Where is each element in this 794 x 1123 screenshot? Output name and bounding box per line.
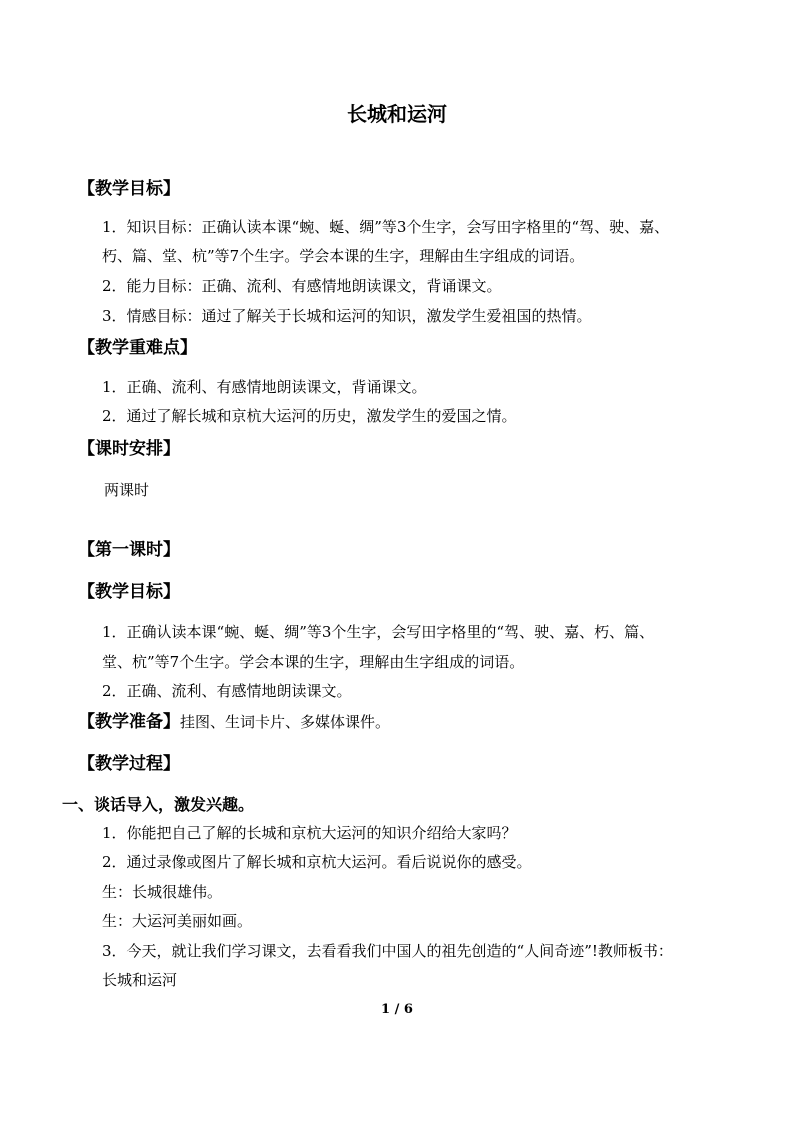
process-line: 3．今天，就让我们学习课文，去看看我们中国人的祖先创造的“人间奇迹”!教师板书： bbox=[102, 942, 673, 960]
process-line: 长城和运河 bbox=[102, 971, 178, 989]
process-line: 1．你能把自己了解的长城和京杭大运河的知识介绍给大家吗？ bbox=[102, 824, 517, 842]
heading-first-lesson: 【第一课时】 bbox=[78, 540, 180, 560]
key-point-line: 1．正确、流利、有感情地朗读课文，背诵课文。 bbox=[102, 378, 427, 396]
heading-teaching-goals: 【教学目标】 bbox=[78, 179, 180, 199]
process-line: 生：长城很雄伟。 bbox=[102, 883, 223, 901]
goal-line: 3．情感目标：通过了解关于长城和运河的知识，激发学生爱祖国的热情。 bbox=[102, 307, 592, 325]
page-number: 1 / 6 bbox=[381, 1002, 413, 1017]
lesson-goal-line: 堂、杭”等7个生字。学会本课的生字，理解由生字组成的词语。 bbox=[102, 653, 525, 671]
heading-key-points: 【教学重难点】 bbox=[78, 338, 197, 358]
preparation-text: 挂图、生词卡片、多媒体课件。 bbox=[180, 713, 391, 731]
goal-line: 1．知识目标：正确认读本课“蜿、蜒、绸”等3个生字，会写田字格里的“驾、驶、嘉、 bbox=[102, 218, 670, 236]
process-line: 生：大运河美丽如画。 bbox=[102, 912, 253, 930]
heading-preparation: 【教学准备】 bbox=[78, 712, 180, 732]
heading-schedule: 【课时安排】 bbox=[78, 439, 180, 459]
heading-process: 【教学过程】 bbox=[78, 754, 180, 774]
goal-line: 朽、篇、堂、杭”等7个生字。学会本课的生字，理解由生字组成的词语。 bbox=[102, 247, 585, 265]
heading-lesson-goals: 【教学目标】 bbox=[78, 582, 180, 602]
document-title: 长城和运河 bbox=[347, 102, 447, 126]
preparation-row bbox=[78, 711, 390, 733]
goal-line: 2．能力目标：正确、流利、有感情地朗读课文，背诵课文。 bbox=[102, 277, 502, 295]
process-line: 2．通过录像或图片了解长城和京杭大运河。看后说说你的感受。 bbox=[102, 853, 532, 871]
lesson-goal-line: 2．正确、流利、有感情地朗读课文。 bbox=[102, 682, 352, 700]
key-point-line: 2．通过了解长城和京杭大运河的历史，激发学生的爱国之情。 bbox=[102, 407, 517, 425]
lesson-goal-line: 1．正确认读本课“蜿、蜒、绸”等3个生字，会写田字格里的“驾、驶、嘉、朽、篇、 bbox=[102, 623, 655, 641]
schedule-text: 两课时 bbox=[104, 481, 150, 499]
process-section-heading: 一、谈话导入，激发兴趣。 bbox=[62, 795, 255, 814]
